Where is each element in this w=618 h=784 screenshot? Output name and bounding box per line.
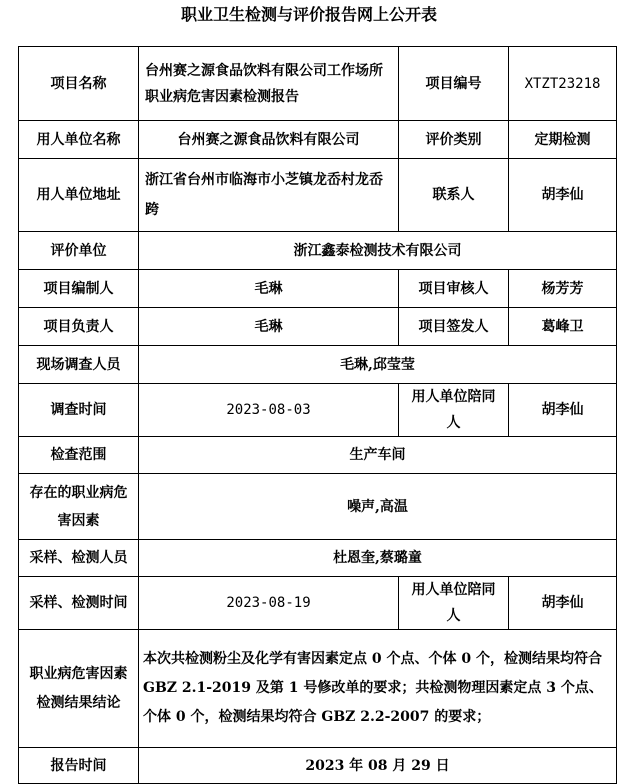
conclusion-value: 本次共检测粉尘及化学有害因素定点 0 个点、个体 0 个，检测结果均符合 GBZ 2.1-2019 及第 1 号修改单的要求；共检测物理因素定点 3 个点、个体 0 个，检测结果均符合 GBZ 2.2-2007 的要求； bbox=[139, 630, 617, 748]
table-row bbox=[19, 308, 617, 346]
table-row bbox=[19, 159, 617, 232]
project-name-label: 项目名称 bbox=[19, 47, 139, 121]
investigators-label: 现场调查人员 bbox=[19, 346, 139, 384]
eval-unit-value: 浙江鑫泰检测技术有限公司 bbox=[139, 232, 617, 270]
project-name-value: 台州赛之源食品饮料有限公司工作场所职业病危害因素检测报告 bbox=[139, 47, 399, 121]
table-row bbox=[19, 384, 617, 437]
table-row bbox=[19, 540, 617, 577]
report-time-value: 2023 年 08 月 29 日 bbox=[139, 748, 617, 784]
scope-label: 检查范围 bbox=[19, 437, 139, 474]
address-value: 浙江省台州市临海市小芝镇龙岙村龙岙跨 bbox=[139, 159, 399, 232]
scope-value: 生产车间 bbox=[139, 437, 617, 474]
reviewer-value: 杨芳芳 bbox=[509, 270, 617, 308]
project-no-label: 项目编号 bbox=[399, 47, 509, 121]
samplers-value: 杜恩奎,蔡璐童 bbox=[139, 540, 617, 577]
address-label: 用人单位地址 bbox=[19, 159, 139, 232]
disclosure-table bbox=[18, 46, 617, 784]
escort-label: 用人单位陪同人 bbox=[399, 384, 509, 437]
report-time-label: 报告时间 bbox=[19, 748, 139, 784]
investigators-value: 毛琳,邱莹莹 bbox=[139, 346, 617, 384]
employer-label: 用人单位名称 bbox=[19, 121, 139, 159]
hazards-value: 噪声,高温 bbox=[139, 474, 617, 540]
table-row bbox=[19, 346, 617, 384]
hazards-label: 存在的职业病危害因素 bbox=[19, 474, 139, 540]
leader-value: 毛琳 bbox=[139, 308, 399, 346]
table-row bbox=[19, 474, 617, 540]
compiler-value: 毛琳 bbox=[139, 270, 399, 308]
sample-time-value: 2023-08-19 bbox=[139, 577, 399, 630]
table-row bbox=[19, 748, 617, 784]
eval-unit-label: 评价单位 bbox=[19, 232, 139, 270]
leader-label: 项目负责人 bbox=[19, 308, 139, 346]
compiler-label: 项目编制人 bbox=[19, 270, 139, 308]
reviewer-label: 项目审核人 bbox=[399, 270, 509, 308]
escort-value: 胡李仙 bbox=[509, 577, 617, 630]
table-row bbox=[19, 577, 617, 630]
escort-value: 胡李仙 bbox=[509, 384, 617, 437]
table-row bbox=[19, 47, 617, 121]
page-title: 职业卫生检测与评价报告网上公开表 bbox=[180, 5, 437, 24]
eval-type-label: 评价类别 bbox=[399, 121, 509, 159]
survey-time-label: 调查时间 bbox=[19, 384, 139, 437]
project-no-value: XTZT23218 bbox=[509, 47, 617, 121]
escort-label: 用人单位陪同人 bbox=[399, 577, 509, 630]
conclusion-label: 职业病危害因素检测结果结论 bbox=[19, 630, 139, 748]
samplers-label: 采样、检测人员 bbox=[19, 540, 139, 577]
signer-label: 项目签发人 bbox=[399, 308, 509, 346]
table-row bbox=[19, 121, 617, 159]
contact-value: 胡李仙 bbox=[509, 159, 617, 232]
table-row bbox=[19, 630, 617, 748]
survey-time-value: 2023-08-03 bbox=[139, 384, 399, 437]
contact-label: 联系人 bbox=[399, 159, 509, 232]
table-row bbox=[19, 437, 617, 474]
sample-time-label: 采样、检测时间 bbox=[19, 577, 139, 630]
table-row bbox=[19, 270, 617, 308]
employer-value: 台州赛之源食品饮料有限公司 bbox=[139, 121, 399, 159]
table-row bbox=[19, 232, 617, 270]
eval-type-value: 定期检测 bbox=[509, 121, 617, 159]
signer-value: 葛峰卫 bbox=[509, 308, 617, 346]
